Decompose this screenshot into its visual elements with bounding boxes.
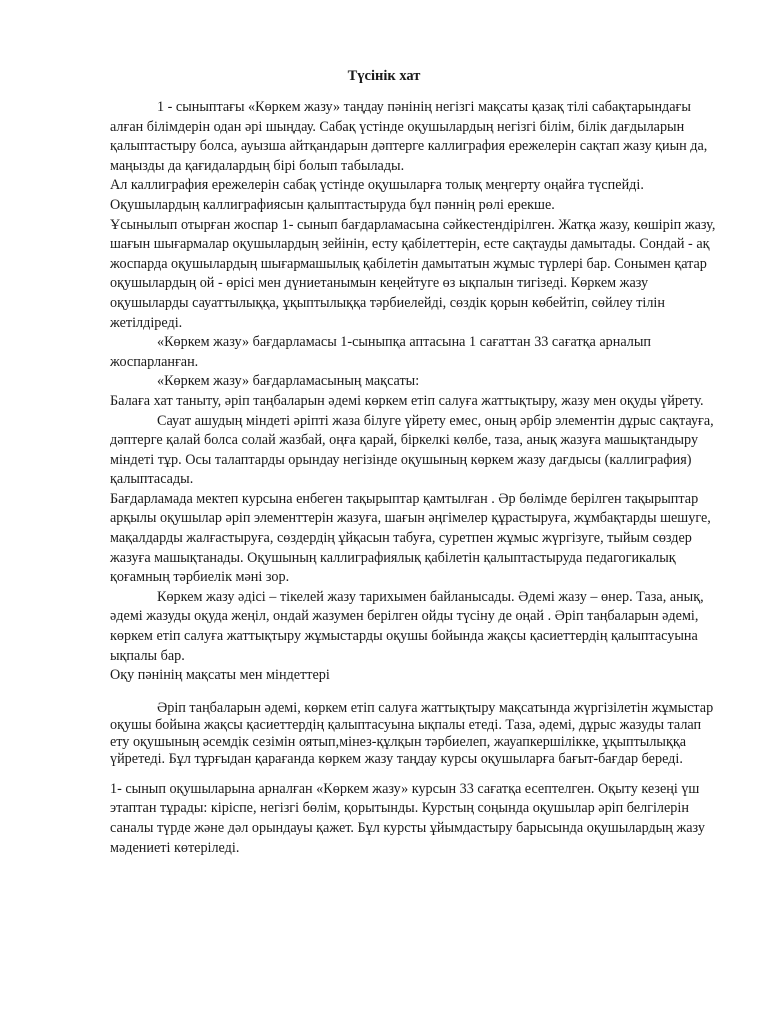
paragraph-program-goal: Балаға хат таныту, әріп таңбаларын әдемі көркем етіп салуға жаттықтыру, жазу мен оқуды үйрету. [110, 392, 704, 409]
paragraph-plan: Ұсынылып отырған жоспар 1- сынып бағдарламасына сәйкестендірілген. Жатқа жазу, көшіріп жазу, шағын шығармалар оқушылардың зейінін, есту қабілеттерін, есте сақтауды дамытады. Сондай - ақ жоспарда оқушылардың шығармашылық қабілетін дамытатын жұмыс түрлері бар. Сонымен қатар оқушылардың ой - өрісі мен дүниетанымын кеңейтуге өз ықпалын тигізеді. Көркем жазу оқушыларды сауаттылыққа, ұқыптылыққа тәрбиелейді, сөздік қорын көбейтіп, сөйлеу тілін жетілдіреді. [110, 216, 716, 331]
section-heading-goals: Оқу пәнінің мақсаты мен міндеттері [110, 667, 330, 684]
paragraph-program-goal-heading: «Көркем жазу» бағдарламасының мақсаты: [157, 373, 420, 390]
paragraph-calligraphy-rules: Ал каллиграфия ережелерін сабақ үстінде оқушыларға толық меңгерту оңайға түспейді. Оқушылардың каллиграфиясын қалыптастыруда бұл пәннің рөлі ерекше. [110, 177, 644, 213]
paragraph-method: Көркем жазу әдісі – тікелей жазу тарихымен байланысады. Әдемі жазу – өнер. Таза, анық, әдемі жазуды оқуда жеңіл, ондай жазумен берілген ойды түсіну де оңай . Әріп таңбаларын әдемі, көркем етіп салуға жаттықтыру жұмыстарды оқушы бойында жақсы қасиеттердің қалыптасуына ықпалы бар. [110, 588, 704, 664]
document-body [110, 98, 716, 858]
paragraph-literacy-task: Сауат ашудың міндеті әріпті жаза білуге үйрету емес, оның әрбір элементін дұрыс сақтауға, дәптерге қалай болса солай жазбай, оңға қарай, біркелкі көлбе, таза, анық жазуға машықтандыру міндеті тұр. Осы талаптарды орындау негізінде оқушының көркем жазу дағдысы (каллиграфия) қалыптасады. [110, 412, 714, 488]
document-title: Түсінік хат [347, 68, 421, 84]
paragraph-goal: 1 - сыныптағы «Көркем жазу» таңдау пәнінің негізгі мақсаты қазақ тілі сабақтарындағы алған білімдерін одан әрі шыңдау. Сабақ үстінде оқушылардың негізгі білім, білік дағдыларын қалыптастыру болса, ауызша айтқандарын дәптерге каллиграфия ережелерін сақтап жазу қиын да, маңызды да қағидалардың бірі болып табылады. [110, 99, 708, 174]
paragraph-course-structure: 1- сынып оқушыларына арналған «Көркем жазу» курсын 33 сағатқа есептелген. Оқыту кезеңі үш этаптан тұрады: кіріспе, негізгі бөлім, қорытынды. Курстың соңында оқушылар әріп белгілерін саналы түрде және дәл орындауы қажет. Бұл курсты ұйымдастыру барысында оқушылардың жазу мәдениеті көтеріледі. [110, 780, 705, 856]
paragraph-program-hours: «Көркем жазу» бағдарламасы 1-сыныпқа аптасына 1 сағаттан 33 сағатқа арналып жоспарланған. [110, 334, 651, 370]
paragraph-topics: Бағдарламада мектеп курсына енбеген тақырыптар қамтылған . Әр бөлімде берілген тақырыптар арқылы оқушылар әріп элементтерін жазуға, шағын әңгімелер құрастыруға, жұмбақтарды шешуге, мақалдарды жалғастыруға, сөздердің ұйқасын табуға, суретпен жұмыс жүргізуге, тыйым сөздер жазуға машықтанады. Оқушының каллиграфиялық қабілетін қалыптастыруда педагогикалық қоғамның тәрбиелік мәні зор. [110, 490, 711, 586]
paragraph-exercises: Әріп таңбаларын әдемі, көркем етіп салуға жаттықтыру мақсатында жүргізілетін жұмыстар оқушы бойына жақсы қасиеттердің қалыптасуына ықпалы етеді. Таза, әдемі, дұрыс жазуды талап ету оқушының әсемдік сезімін оятып,мінез-құлқын тәрбиелеп, жауапкершілікке, ұқыптылыққа үйретеді. Бұл тұрғыдан қарағанда көркем жазу таңдау курсы оқушыларға бағыт-бағдар береді. [110, 699, 714, 767]
